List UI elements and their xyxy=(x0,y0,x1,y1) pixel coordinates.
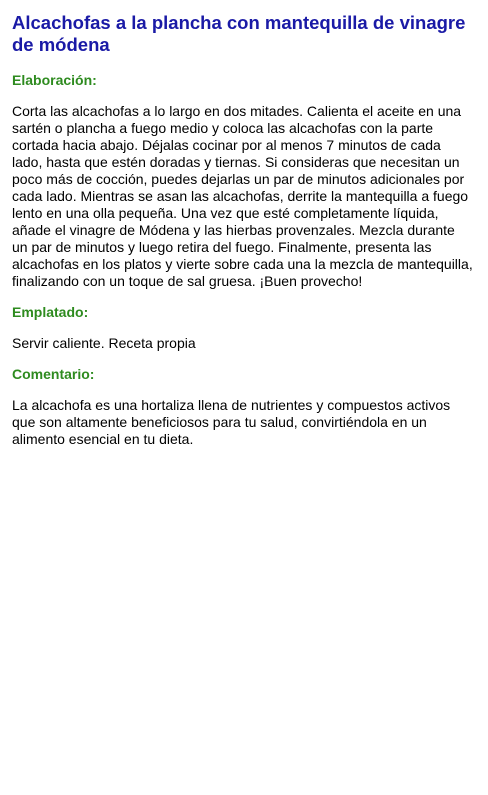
comentario-section xyxy=(12,366,474,448)
elaboracion-section xyxy=(12,72,474,290)
comentario-heading: Comentario: xyxy=(12,366,95,382)
emplatado-section xyxy=(12,304,474,352)
emplatado-heading: Emplatado: xyxy=(12,304,89,320)
elaboracion-heading: Elaboración: xyxy=(12,72,97,88)
recipe-title: Alcachofas a la plancha con mantequilla de vinagre de módena xyxy=(12,12,466,55)
emplatado-text: Servir caliente. Receta propia xyxy=(12,335,196,351)
elaboracion-text: Corta las alcachofas a lo largo en dos mitades. Calienta el aceite en una sartén o plancha a fuego medio y coloca las alcachofas con la parte cortada hacia abajo. Déjalas cocinar por al menos 7 minutos de cada lado, hasta que estén doradas y tiernas. Si consideras que necesitan un poco más de cocción, puedes dejarlas un par de minutos adicionales por cada lado. Mientras se asan las alcachofas, derrite la mantequilla a fuego lento en una olla pequeña. Una vez que esté completamente líquida, añade el vinagre de Módena y las hierbas provenzales. Mezcla durante un par de minutos y luego retira del fuego. Finalmente, presenta las alcachofas en los platos y vierte sobre cada una la mezcla de mantequilla, finalizando con un toque de sal gruesa. ¡Buen provecho! xyxy=(12,103,473,289)
comentario-text: La alcachofa es una hortaliza llena de nutrientes y compuestos activos que son altamente beneficiosos para tu salud, convirtiéndola en un alimento esencial en tu dieta. xyxy=(12,397,451,447)
